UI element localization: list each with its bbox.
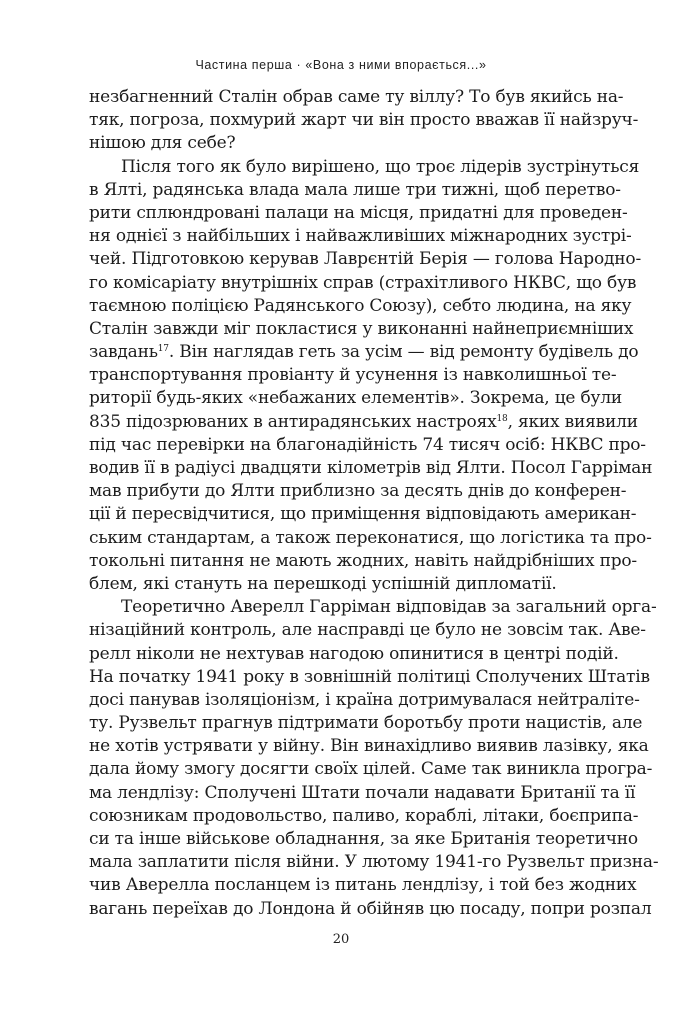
text-line: го комісаріату внутрішніх справ (страхітливого НКВС, що був: [89, 272, 637, 293]
text-line: ма лендлізу: Сполучені Штати почали надавати Британії та її: [89, 782, 636, 803]
text-line: тяк, погроза, похмурий жарт чи він просто вважав її найзруч-: [89, 110, 639, 131]
text-line: блем, які стануть на перешкоді успішній дипломатії.: [89, 573, 557, 594]
text-line: Після того як було вирішено, що троє лідерів зустрінуться: [121, 156, 640, 177]
text-line: ції й пересвідчитися, що приміщення відповідають американ-: [89, 504, 637, 525]
text-line: риторії будь-яких «небажаних елементів». Зокрема, це були: [89, 388, 623, 409]
text-line: токольні питання не мають жодних, навіть найдрібніших про-: [89, 550, 637, 571]
text-line: транспортування провіанту й усунення із навколишньої те-: [89, 365, 617, 386]
text-segment: . Він наглядав геть за усім — від ремонту будівель до: [168, 342, 639, 363]
text-line: чей. Підготовкою керував Лаврєнтій Берія — голова Народно-: [89, 249, 641, 270]
text-line: [89, 341, 639, 364]
text-line: дала йому змогу досягти своїх цілей. Саме так виникла програ-: [89, 759, 653, 780]
text-line: На початку 1941 року в зовнішній політиці Сполучених Штатів: [89, 666, 650, 687]
text-line: ським стандартам, а також переконатися, що логістика та про-: [89, 527, 652, 548]
text-line: рити сплюндровані палаци на місця, придатні для проведен-: [89, 202, 628, 223]
text-line: союзникам продовольство, паливо, кораблі, літаки, боєприпа-: [89, 805, 639, 826]
text-line: досі панував ізоляціонізм, і країна дотримувалася нейтраліте-: [89, 689, 640, 710]
text-line: в Ялті, радянська влада мала лише три тижні, щоб перетво-: [89, 179, 621, 200]
text-line: вагань переїхав до Лондона й обійняв цю посаду, попри розпал: [89, 898, 652, 919]
text-line: ня однієї з найбільших і найважливіших міжнародних зустрі-: [89, 226, 632, 247]
text-line: незбагненний Сталін обрав саме ту віллу? То був якийсь на-: [89, 87, 624, 107]
text-line: Теоретично Аверелл Гарріман відповідав за загальний орга-: [121, 597, 657, 618]
text-line: водив її в радіусі двадцяти кілометрів від Ялти. Посол Гарріман: [89, 458, 653, 478]
text-line: під час перевірки на благонадійність 74 тисяч осіб: НКВС про-: [89, 434, 646, 455]
page-number: 20: [332, 932, 350, 947]
text-line: чив Аверелла посланцем із питань лендлізу, і той без жодних: [89, 875, 637, 896]
text-line: [89, 411, 638, 434]
text-line: Сталін завжди міг покластися у виконанні найнеприємніших: [89, 318, 634, 339]
text-line: релл ніколи не нехтував нагодою опинитися в центрі подій.: [89, 643, 619, 664]
text-segment: , яких виявили: [507, 411, 638, 432]
text-line: не хотів устрявати у війну. Він винахідливо виявив лазівку, яка: [89, 736, 649, 757]
text-line: мала заплатити після війни. У лютому 1941-го Рузвельт призна-: [89, 852, 659, 873]
text-line: нізаційний контроль, але насправді це було не зовсім так. Аве-: [89, 620, 646, 641]
text-line: таємною поліцією Радянського Союзу), себто людина, на яку: [89, 295, 632, 316]
running-head: Частина перша · «Вона з ними впорається...»: [195, 58, 487, 72]
text-line: си та інше військове обладнання, за яке Британія теоретично: [89, 829, 638, 849]
text-segment: завдань: [89, 342, 158, 363]
footnote-ref-18[interactable]: 18: [496, 413, 508, 424]
text-line: мав прибути до Ялти приблизно за десять днів до конферен-: [89, 481, 627, 502]
footnote-ref-17[interactable]: 17: [157, 344, 169, 355]
body-text: [89, 86, 659, 921]
text-line: ту. Рузвельт прагнув підтримати боротьбу проти нацистів, але: [89, 713, 643, 734]
text-line: нішою для себе?: [89, 133, 236, 154]
text-segment: 835 підозрюваних в антирадянських настроях: [89, 411, 497, 432]
